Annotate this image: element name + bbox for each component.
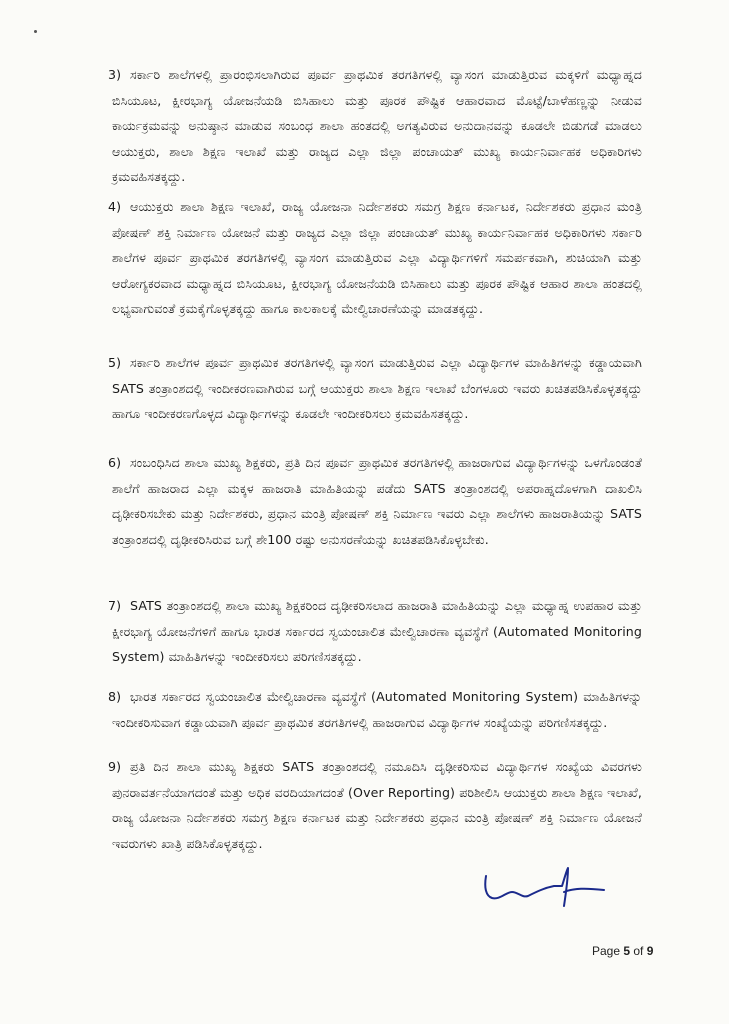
item-number: 5) — [108, 355, 122, 370]
scan-speck — [34, 30, 37, 33]
item-text: ಸರ್ಕಾರಿ ಶಾಲೆಗಳಲ್ಲಿ ಪ್ರಾರಂಭಿಸಲಾಗಿರುವ ಪೂರ್ವ ಪ್ರಾಥಮಿಕ ತರಗತಿಗಳಲ್ಲಿ ವ್ಯಾಸಂಗ ಮಾಡುತ್ತಿರುವ ಮಕ್ಕಳಿಗೆ ಮಧ್ಯಾಹ್ನದ ಬಿಸಿಯೂಟ, ಕ್ಷೀರಭಾಗ್ಯ ಯೋಜನೆಯಡಿ ಬಿಸಿಹಾಲು ಮತ್ತು ಪೂರಕ ಪೌಷ್ಟಿಕ ಆಹಾರವಾದ ಮೊಟ್ಟೆ/ಬಾಳೆಹಣ್ಣನ್ನು ನೀಡುವ ಕಾರ್ಯಕ್ರಮವನ್ನು ಅನುಷ್ಠಾನ ಮಾಡುವ ಸಂಬಂಧ ಶಾಲಾ ಹಂತದಲ್ಲಿ ಅಗತ್ಯವಿರುವ ಅನುದಾನವನ್ನು ಕೂಡಲೇ ಬಿಡುಗಡೆ ಮಾಡಲು ಆಯುಕ್ತರು, ಶಾಲಾ ಶಿಕ್ಷಣ ಇಲಾಖೆ ಮತ್ತು ರಾಜ್ಯದ ಎಲ್ಲಾ ಜಿಲ್ಲಾ ಪಂಚಾಯತ್ ಮುಖ್ಯ ಕಾರ್ಯನಿರ್ವಾಹಕ ಅಧಿಕಾರಿಗಳು ಕ್ರಮವಹಿಸತಕ್ಕದ್ದು. — [112, 67, 642, 185]
item-number: 7) — [108, 598, 122, 613]
item-number: 6) — [108, 455, 122, 470]
list-item-3 — [108, 62, 642, 190]
handwritten-signature — [478, 862, 608, 912]
list-item-7 — [108, 593, 642, 670]
page-number: Page 5 of 9 — [592, 944, 654, 958]
item-number: 4) — [108, 199, 122, 214]
list-item-6 — [108, 450, 642, 552]
list-item-4 — [108, 194, 642, 322]
item-number: 3) — [108, 67, 122, 82]
list-item-8 — [108, 684, 642, 735]
item-text: SATS ತಂತ್ರಾಂಶದಲ್ಲಿ ಶಾಲಾ ಮುಖ್ಯ ಶಿಕ್ಷಕರಿಂದ ದೃಢೀಕರಿಸಲಾದ ಹಾಜರಾತಿ ಮಾಹಿತಿಯನ್ನು ಎಲ್ಲಾ ಮಧ್ಯಾಹ್ನ ಉಪಹಾರ ಮತ್ತು ಕ್ಷೀರಭಾಗ್ಯ ಯೋಜನೆಗಳಿಗೆ ಹಾಗೂ ಭಾರತ ಸರ್ಕಾರದ ಸ್ವಯಂಚಾಲಿತ ಮೇಲ್ವಿಚಾರಣಾ ವ್ಯವಸ್ಥೆಗೆ (Automated Monitoring System) ಮಾಹಿತಿಗಳನ್ನು ಇಂದೀಕರಿಸಲು ಪರಿಗಣಿಸತಕ್ಕದ್ದು. — [112, 598, 642, 665]
list-item-5 — [108, 350, 642, 427]
item-number: 9) — [108, 759, 122, 774]
list-item-9 — [108, 754, 642, 856]
item-text: ಆಯುಕ್ತರು ಶಾಲಾ ಶಿಕ್ಷಣ ಇಲಾಖೆ, ರಾಜ್ಯ ಯೋಜನಾ ನಿರ್ದೇಶಕರು ಸಮಗ್ರ ಶಿಕ್ಷಣ ಕರ್ನಾಟಕ, ನಿರ್ದೇಶಕರು ಪ್ರಧಾನ ಮಂತ್ರಿ ಪೋಷಣ್ ಶಕ್ತಿ ನಿರ್ಮಾಣ ಯೋಜನೆ ಮತ್ತು ರಾಜ್ಯದ ಎಲ್ಲಾ ಜಿಲ್ಲಾ ಪಂಚಾಯತ್ ಮುಖ್ಯ ಕಾರ್ಯನಿರ್ವಾಹಕ ಅಧಿಕಾರಿಗಳು ಸರ್ಕಾರಿ ಶಾಲೆಗಳ ಪೂರ್ವ ಪ್ರಾಥಮಿಕ ತರಗತಿಗಳಲ್ಲಿ ವ್ಯಾಸಂಗ ಮಾಡುತ್ತಿರುವ ಎಲ್ಲಾ ವಿದ್ಯಾರ್ಥಿಗಳಿಗೆ ಸಮರ್ಪಕವಾಗಿ, ಶುಚಿಯಾಗಿ ಮತ್ತು ಆರೋಗ್ಯಕರವಾದ ಮಧ್ಯಾಹ್ನದ ಬಿಸಿಯೂಟ, ಕ್ಷೀರಭಾಗ್ಯ ಯೋಜನೆಯಡಿ ಬಿಸಿಹಾಲು ಮತ್ತು ಪೂರಕ ಪೌಷ್ಟಿಕ ಆಹಾರ ಶಾಲಾ ಹಂತದಲ್ಲಿ ಲಭ್ಯವಾಗುವಂತೆ ಕ್ರಮಕೈಗೊಳ್ಳತಕ್ಕದ್ದು ಹಾಗೂ ಕಾಲಕಾಲಕ್ಕೆ ಮೇಲ್ವಿಚಾರಣೆಯನ್ನು ಮಾಡತಕ್ಕದ್ದು. — [112, 199, 642, 317]
item-text: ಸಂಬಂಧಿಸಿದ ಶಾಲಾ ಮುಖ್ಯ ಶಿಕ್ಷಕರು, ಪ್ರತಿ ದಿನ ಪೂರ್ವ ಪ್ರಾಥಮಿಕ ತರಗತಿಗಳಲ್ಲಿ ಹಾಜರಾಗುವ ವಿದ್ಯಾರ್ಥಿಗಳನ್ನು ಒಳಗೊಂಡಂತೆ ಶಾಲೆಗೆ ಹಾಜರಾದ ಎಲ್ಲಾ ಮಕ್ಕಳ ಹಾಜರಾತಿ ಮಾಹಿತಿಯನ್ನು ಪಡೆದು SATS ತಂತ್ರಾಂಶದಲ್ಲಿ ಅಪರಾಹ್ನದೊಳಗಾಗಿ ದಾಖಲಿಸಿ ದೃಢೀಕರಿಸಬೇಕು ಮತ್ತು ನಿರ್ದೇಶಕರು, ಪ್ರಧಾನ ಮಂತ್ರಿ ಪೋಷಣ್ ಶಕ್ತಿ ನಿರ್ಮಾಣ ಇವರು ಎಲ್ಲಾ ಶಾಲೆಗಳು ಹಾಜರಾತಿಯನ್ನು SATS ತಂತ್ರಾಂಶದಲ್ಲಿ ದೃಢೀಕರಿಸಿರುವ ಬಗ್ಗೆ ಶೇ100 ರಷ್ಟು ಅನುಸರಣೆಯನ್ನು ಖಚಿತಪಡಿಸಿಕೊಳ್ಳಬೇಕು. — [112, 455, 642, 547]
item-text: ಭಾರತ ಸರ್ಕಾರದ ಸ್ವಯಂಚಾಲಿತ ಮೇಲ್ವಿಚಾರಣಾ ವ್ಯವಸ್ಥೆಗೆ (Automated Monitoring System) ಮಾಹಿತಿಗಳನ್ನು ಇಂದೀಕರಿಸುವಾಗ ಕಡ್ಡಾಯವಾಗಿ ಪೂರ್ವ ಪ್ರಾಥಮಿಕ ತರಗತಿಗಳಲ್ಲಿ ಹಾಜರಾಗುವ ವಿದ್ಯಾರ್ಥಿಗಳ ಸಂಖ್ಯೆಯನ್ನು ಪರಿಗಣಿಸತಕ್ಕದ್ದು. — [112, 689, 642, 730]
item-text: ಸರ್ಕಾರಿ ಶಾಲೆಗಳ ಪೂರ್ವ ಪ್ರಾಥಮಿಕ ತರಗತಿಗಳಲ್ಲಿ ವ್ಯಾಸಂಗ ಮಾಡುತ್ತಿರುವ ಎಲ್ಲಾ ವಿದ್ಯಾರ್ಥಿಗಳ ಮಾಹಿತಿಗಳನ್ನು ಕಡ್ಡಾಯವಾಗಿ SATS ತಂತ್ರಾಂಶದಲ್ಲಿ ಇಂದೀಕರಣವಾಗಿರುವ ಬಗ್ಗೆ ಆಯುಕ್ತರು ಶಾಲಾ ಶಿಕ್ಷಣ ಇಲಾಖೆ ಬೆಂಗಳೂರು ಇವರು ಖಚಿತಪಡಿಸಿಕೊಳ್ಳತಕ್ಕದ್ದು ಹಾಗೂ ಇಂದೀಕರಣಗೊಳ್ಳದ ವಿದ್ಯಾರ್ಥಿಗಳನ್ನು ಕೂಡಲೇ ಇಂದೀಕರಿಸಲು ಕ್ರಮವಹಿಸತಕ್ಕದ್ದು. — [112, 355, 642, 422]
item-text: ಪ್ರತಿ ದಿನ ಶಾಲಾ ಮುಖ್ಯ ಶಿಕ್ಷಕರು SATS ತಂತ್ರಾಂಶದಲ್ಲಿ ನಮೂದಿಸಿ ದೃಢೀಕರಿಸುವ ವಿದ್ಯಾರ್ಥಿಗಳ ಸಂಖ್ಯೆಯ ವಿವರಗಳು ಪುನರಾವರ್ತನೆಯಾಗದಂತೆ ಮತ್ತು ಅಧಿಕ ವರದಿಯಾಗದಂತೆ (Over Reporting) ಪರಿಶೀಲಿಸಿ ಆಯುಕ್ತರು ಶಾಲಾ ಶಿಕ್ಷಣ ಇಲಾಖೆ, ರಾಜ್ಯ ಯೋಜನಾ ನಿರ್ದೇಶಕರು ಸಮಗ್ರ ಶಿಕ್ಷಣ ಕರ್ನಾಟಕ ಮತ್ತು ನಿರ್ದೇಶಕರು ಪ್ರಧಾನ ಮಂತ್ರಿ ಪೋಷಣ್ ಶಕ್ತಿ ನಿರ್ಮಾಣ ಯೋಜನೆ ಇವರುಗಳು ಖಾತ್ರಿ ಪಡಿಸಿಕೊಳ್ಳತಕ್ಕದ್ದು. — [112, 759, 642, 851]
item-number: 8) — [108, 689, 122, 704]
